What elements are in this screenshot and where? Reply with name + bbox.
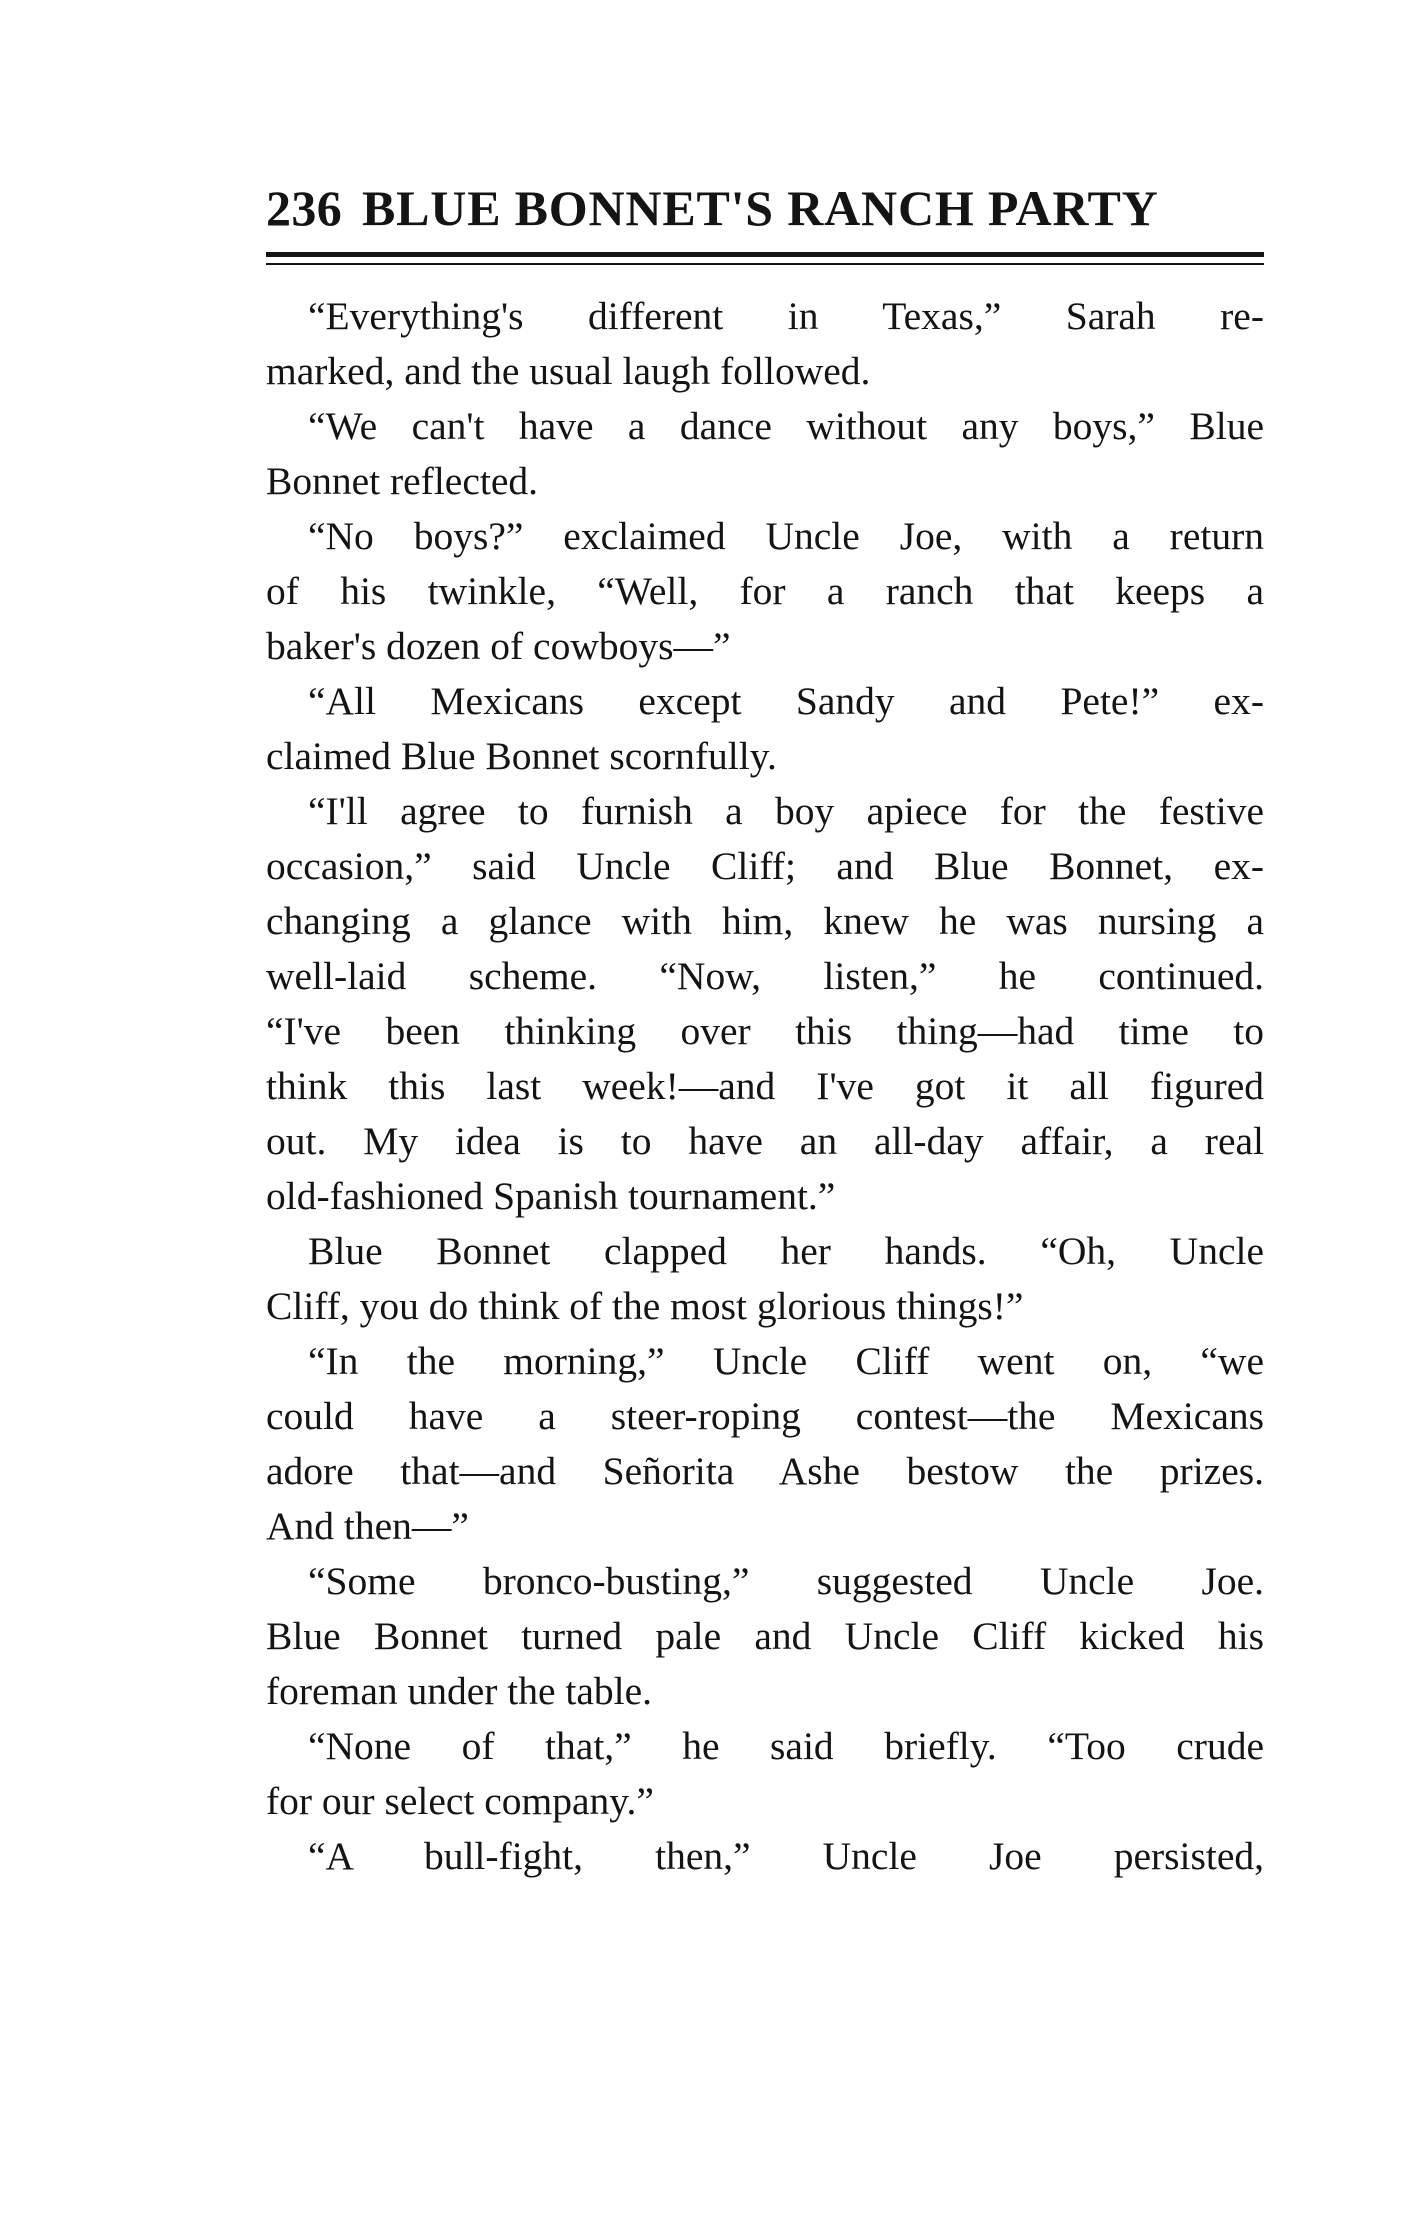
text-line: “In the morning,” Uncle Cliff went on, “we [308,1339,1264,1383]
text-line: “Everything's different in Texas,” Sarah re- [308,294,1264,338]
text-line: “We can't have a dance without any boys,” Blue [308,404,1264,448]
text-line: baker's dozen of cowboys—” [266,624,731,668]
page-number: 236 [266,180,343,236]
text-line: of his twinkle, “Well, for a ranch that keeps a [266,569,1264,613]
text-line: occasion,” said Uncle Cliff; and Blue Bonnet, ex- [266,844,1264,888]
header-rule-thin [266,263,1264,265]
text-line: And then—” [266,1504,469,1548]
text-line: could have a steer-roping contest—the Mexicans [266,1394,1264,1438]
text-line: “I've been thinking over this thing—had time to [266,1009,1264,1053]
text-line: “All Mexicans except Sandy and Pete!” ex- [308,679,1264,723]
text-line: adore that—and Señorita Ashe bestow the prizes. [266,1449,1264,1493]
text-line: out. My idea is to have an all-day affair, a real [266,1119,1264,1163]
text-line: old-fashioned Spanish tournament.” [266,1174,836,1218]
text-line: “Some bronco-busting,” suggested Uncle Joe. [308,1559,1264,1603]
page-header [266,178,1264,238]
text-line: “I'll agree to furnish a boy apiece for the festive [308,789,1264,833]
text-line: “No boys?” exclaimed Uncle Joe, with a return [308,514,1264,558]
text-line: Blue Bonnet clapped her hands. “Oh, Uncle [308,1229,1264,1273]
text-line: Blue Bonnet turned pale and Uncle Cliff kicked his [266,1614,1264,1658]
text-line: “None of that,” he said briefly. “Too crude [308,1724,1264,1768]
running-head: BLUE BONNET'S RANCH PARTY [362,180,1159,236]
text-line: Bonnet reflected. [266,459,538,503]
text-line: think this last week!—and I've got it all figured [266,1064,1264,1108]
body-text [266,289,1264,1884]
text-line: well-laid scheme. “Now, listen,” he continued. [266,954,1264,998]
text-line: marked, and the usual laugh followed. [266,349,871,393]
text-line: claimed Blue Bonnet scornfully. [266,734,777,778]
text-line: Cliff, you do think of the most glorious things!” [266,1284,1024,1328]
header-rule-thick [266,252,1264,257]
text-line: for our select company.” [266,1779,654,1823]
text-line: “A bull-fight, then,” Uncle Joe persisted, [308,1834,1264,1878]
text-line: foreman under the table. [266,1669,653,1713]
text-line: changing a glance with him, knew he was nursing a [266,899,1264,943]
